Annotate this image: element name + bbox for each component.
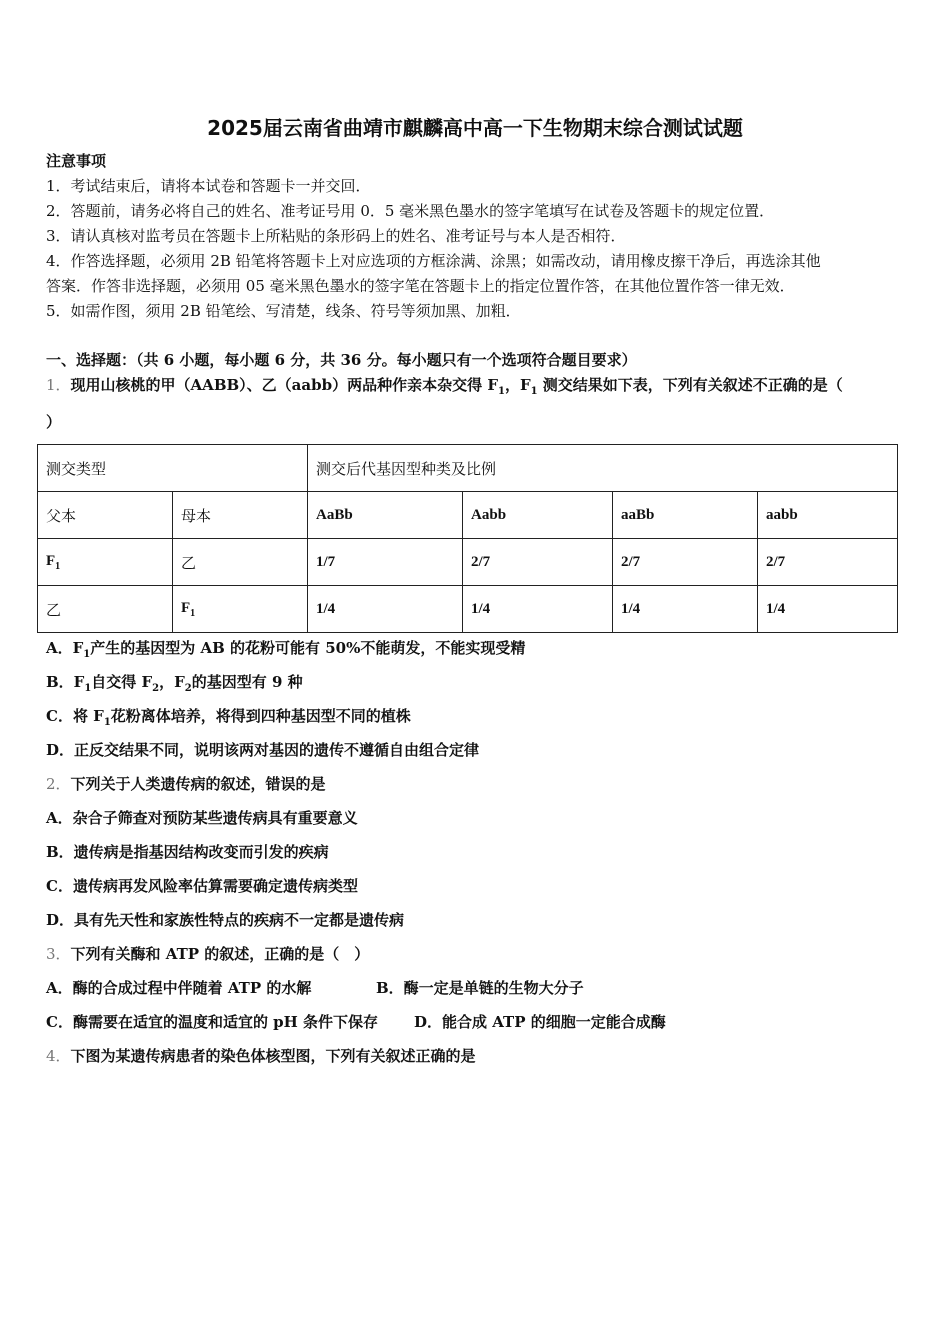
question-1-stem: 1．现用山核桃的甲（AABB）、乙（aabb）两品种作亲本杂交得 $F_1$，$F_1$ 测交结果如下表，下列有关叙述不正确的是（ (46, 376, 843, 397)
option-d: D．能合成 ATP 的细胞一定能合成酶 (414, 1013, 666, 1031)
notice-heading: 注意事项 (46, 152, 107, 170)
header-genotype: Aabb (463, 492, 613, 539)
option-a: A．杂合子筛查对预防某些遗传病具有重要意义 (46, 809, 358, 827)
table-cell: $F_1$ (38, 539, 173, 586)
option-b: B．$F_1$自交得 $F_2$，$F_2$的基因型有 9 种 (46, 673, 303, 694)
header-cross-type: 测交类型 (38, 445, 308, 492)
table-cell: 1/4 (758, 586, 898, 633)
table-cell: 乙 (38, 586, 173, 633)
table-cell: 1/7 (308, 539, 463, 586)
header-genotype: aabb (758, 492, 898, 539)
option-d: D．具有先天性和家族性特点的疾病不一定都是遗传病 (46, 911, 405, 929)
header-genotype: aaBb (613, 492, 758, 539)
option-b: B．酶一定是单链的生物大分子 (376, 979, 584, 997)
question-1-stem-end: ） (46, 413, 62, 431)
option-c: C．酶需要在适宜的温度和适宜的 pH 条件下保存 (46, 1013, 379, 1031)
table-row (38, 586, 898, 633)
header-father: 父本 (38, 492, 173, 539)
table-cell: 2/7 (758, 539, 898, 586)
question-number: 1． (46, 376, 71, 394)
section-heading: 一、选择题：（共 6 小题，每小题 6 分，共 36 分。每小题只有一个选项符合题目要求） (46, 351, 637, 369)
page-title: 2025届云南省曲靖市麒麟高中高一下生物期末综合测试试题 (207, 116, 743, 140)
notice-item: 5．如需作图，须用 2B 铅笔绘、写清楚，线条、符号等须加黑、加粗． (46, 302, 521, 320)
notice-item: 2．答题前，请务必将自己的姓名、准考证号用 0．5 毫米黑色墨水的签字笔填写在试卷及答题卡的规定位置． (46, 202, 775, 220)
question-4-stem: 4．下图为某遗传病患者的染色体核型图，下列有关叙述正确的是 (46, 1047, 476, 1065)
question-2-stem: 2．下列关于人类遗传病的叙述，错误的是 (46, 775, 326, 793)
table-cell: 1/4 (463, 586, 613, 633)
table-cell: 乙 (173, 539, 308, 586)
notice-item: 3．请认真核对监考员在答题卡上所粘贴的条形码上的姓名、准考证号与本人是否相符． (46, 227, 626, 245)
option-b: B．遗传病是指基因结构改变而引发的疾病 (46, 843, 329, 861)
table-row (38, 539, 898, 586)
option-a: A．酶的合成过程中伴随着 ATP 的水解 (46, 979, 312, 997)
header-genotype: AaBb (308, 492, 463, 539)
option-c: C．遗传病再发风险率估算需要确定遗传病类型 (46, 877, 358, 895)
question-3-stem: 3．下列有关酶和 ATP 的叙述，正确的是（ ） (46, 945, 370, 963)
header-offspring-ratio: 测交后代基因型种类及比例 (308, 445, 898, 492)
table-cell: 2/7 (613, 539, 758, 586)
option-c: C．将 $F_1$花粉离体培养，将得到四种基因型不同的植株 (46, 707, 411, 728)
table-cell: 1/4 (308, 586, 463, 633)
testcross-table (37, 444, 898, 633)
notice-item: 1．考试结束后，请将本试卷和答题卡一并交回． (46, 177, 371, 195)
notice-item: 4．作答选择题，必须用 2B 铅笔将答题卡上对应选项的方框涂满、涂黑；如需改动，请用橡皮擦干净后，再选涂其他 (46, 252, 821, 270)
table-cell: $F_1$ (173, 586, 308, 633)
option-a: A．$F_1$产生的基因型为 AB 的花粉可能有 50%不能萌发，不能实现受精 (46, 639, 526, 660)
header-mother: 母本 (173, 492, 308, 539)
option-d: D．正反交结果不同，说明该两对基因的遗传不遵循自由组合定律 (46, 741, 480, 759)
table-cell: 2/7 (463, 539, 613, 586)
notice-item: 答案．作答非选择题，必须用 05 毫米黑色墨水的签字笔在答题卡上的指定位置作答，在其他位置作答一律无效． (46, 277, 795, 295)
table-cell: 1/4 (613, 586, 758, 633)
